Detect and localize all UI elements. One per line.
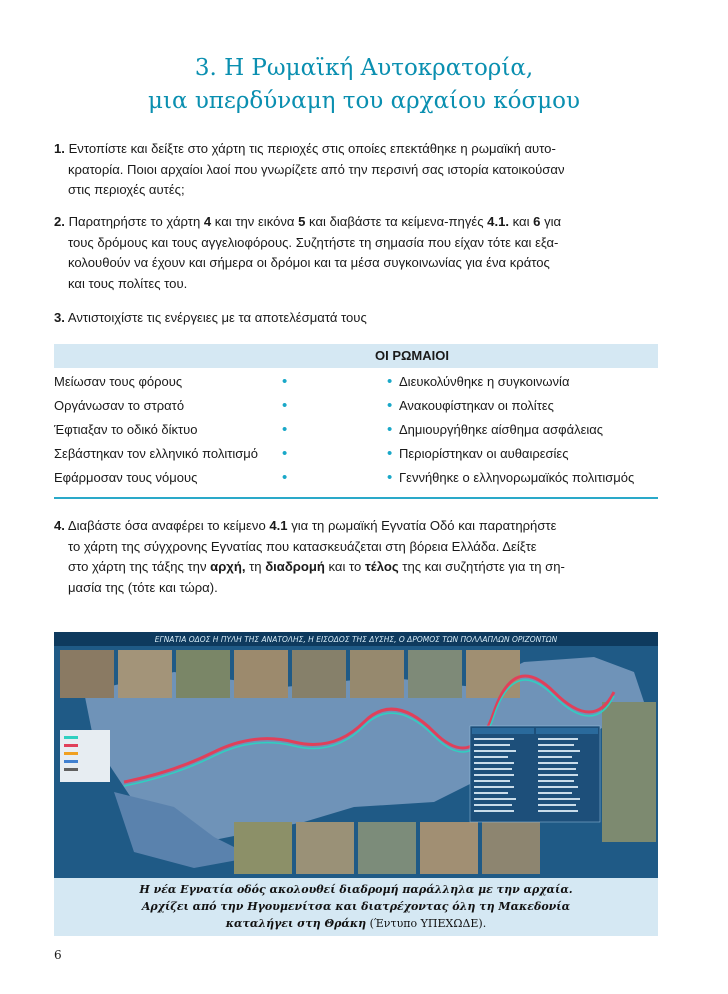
question-text: Αντιστοιχίστε τις ενέργειες με τα αποτελέσματά τους [67, 310, 367, 325]
question-text: το χάρτη της σύγχρονης Εγνατίας που κατασκευάζεται στη βόρεια Ελλάδα. Δείξτε [68, 538, 537, 554]
question-text: στο χάρτη της τάξης την αρχή, τη διαδρομή και το τέλος της και συζητήστε για τη ση- [68, 559, 565, 574]
question-text: και διαβάστε τα κείμενα-πηγές [305, 214, 488, 229]
reference-source: 6 [533, 214, 541, 229]
left-bullet[interactable]: • [282, 421, 288, 438]
question-text: τους δρόμους και τους αγγελιοφόρους. Συζητήστε τη σημασία που είχαν τότε και εξα- [68, 234, 559, 250]
result-text: Γεννήθηκε ο ελληνορωμαϊκός πολιτισμός [399, 470, 635, 485]
action-text: Εφάρμοσαν τους νόμους [54, 470, 198, 485]
question-text: και τους πολίτες του. [68, 275, 188, 291]
action-text: Έφτιαξαν το οδικό δίκτυο [54, 422, 198, 437]
question-text: κρατορία. Ποιοι αρχαίοι λαοί που γνωρίζετε από την περσινή σας ιστορία κατοικούσαν [68, 161, 565, 177]
left-bullet[interactable]: • [282, 445, 288, 462]
right-bullet[interactable]: • [387, 445, 393, 462]
action-text: Οργάνωσαν το στρατό [54, 398, 185, 413]
matching-row [54, 418, 674, 442]
right-bullet[interactable]: • [387, 397, 393, 414]
matching-row [54, 466, 674, 490]
question-text: για τη ρωμαϊκή Εγνατία Οδό και παρατηρήστε [287, 518, 557, 533]
question-text: για [540, 214, 562, 229]
result-text: Δημιουργήθηκε αίσθημα ασφάλειας [399, 422, 604, 437]
action-text: Μείωσαν τους φόρους [54, 374, 183, 389]
question-text: μασία της (τότε και τώρα). [68, 579, 218, 595]
matching-row [54, 442, 674, 466]
caption-line: Η νέα Εγνατία οδός ακολουθεί διαδρομή παράλληλα με την αρχαία. [139, 883, 573, 896]
action-text: Σεβάστηκαν τον ελληνικό πολιτισμό [54, 446, 258, 461]
left-bullet[interactable]: • [282, 469, 288, 486]
map-illustration [54, 632, 658, 878]
result-text: Ανακουφίστηκαν οι πολίτες [399, 398, 554, 413]
question-4 [54, 516, 668, 598]
matching-header [54, 344, 658, 368]
egnatia-map-image [54, 632, 658, 878]
page-number: 6 [54, 948, 62, 962]
question-3 [54, 308, 668, 329]
map-banner-text: ΕΓΝΑΤΙΑ ΟΔΟΣ Η ΠΥΛΗ ΤΗΣ ΑΝΑΤΟΛΗΣ, Η ΕΙΣΟΔΟΣ ΤΗΣ ΔΥΣΗΣ, Ο ΔΡΟΜΟΣ ΤΩΝ ΠΟΛΛΑΠΛΩΝ ΟΡΙΖΟΝΤΩΝ [154, 635, 558, 644]
matching-header-label: ΟΙ ΡΩΜΑΙΟΙ [375, 348, 449, 363]
chapter-subtitle: μια υπερδύναμη του αρχαίου κόσμου [148, 88, 580, 114]
question-text: Εντοπίστε και δείξτε στο χάρτη τις περιοχές στις οποίες επεκτάθηκε η ρωμαϊκή αυτο- [68, 141, 556, 156]
left-bullet[interactable]: • [282, 373, 288, 390]
reference-image: 5 [298, 214, 306, 229]
question-2 [54, 212, 668, 294]
question-number: 2. [54, 214, 65, 229]
question-text: και την εικόνα [211, 214, 299, 229]
question-number: 1. [54, 141, 65, 156]
question-number: 3. [54, 310, 65, 325]
right-bullet[interactable]: • [387, 469, 393, 486]
matching-divider [54, 497, 658, 499]
reference-source: 4.1 [269, 518, 288, 533]
right-bullet[interactable]: • [387, 421, 393, 438]
map-caption [54, 878, 658, 936]
question-text: κολουθούν να έχουν και σήμερα οι δρόμοι και τα μέσα συγκοινωνίας για ένα κράτος [68, 255, 550, 270]
question-1 [54, 139, 668, 201]
question-text: στις περιοχές αυτές; [68, 182, 185, 197]
caption-line: Αρχίζει από την Ηγουμενίτσα και διατρέχοντας όλη τη Μακεδονία [141, 900, 571, 913]
reference-source: 4.1. [487, 214, 509, 229]
question-text: Παρατηρήστε το χάρτη [68, 214, 204, 229]
reference-map: 4 [203, 214, 212, 229]
chapter-title: 3. Η Ρωμαϊκή Αυτοκρατορία, [194, 55, 534, 81]
result-text: Διευκολύνθηκε η συγκοινωνία [399, 374, 570, 389]
question-number: 4. [54, 518, 65, 533]
matching-row [54, 394, 674, 418]
left-bullet[interactable]: • [282, 397, 288, 414]
caption-line: καταλήγει στη Θράκη (Έντυπο ΥΠΕΧΩΔΕ). [225, 917, 487, 930]
question-text: και [509, 214, 534, 229]
matching-row [54, 370, 674, 394]
result-text: Περιορίστηκαν οι αυθαιρεσίες [399, 446, 569, 461]
question-text: Διαβάστε όσα αναφέρει το κείμενο [67, 518, 270, 533]
right-bullet[interactable]: • [387, 373, 393, 390]
